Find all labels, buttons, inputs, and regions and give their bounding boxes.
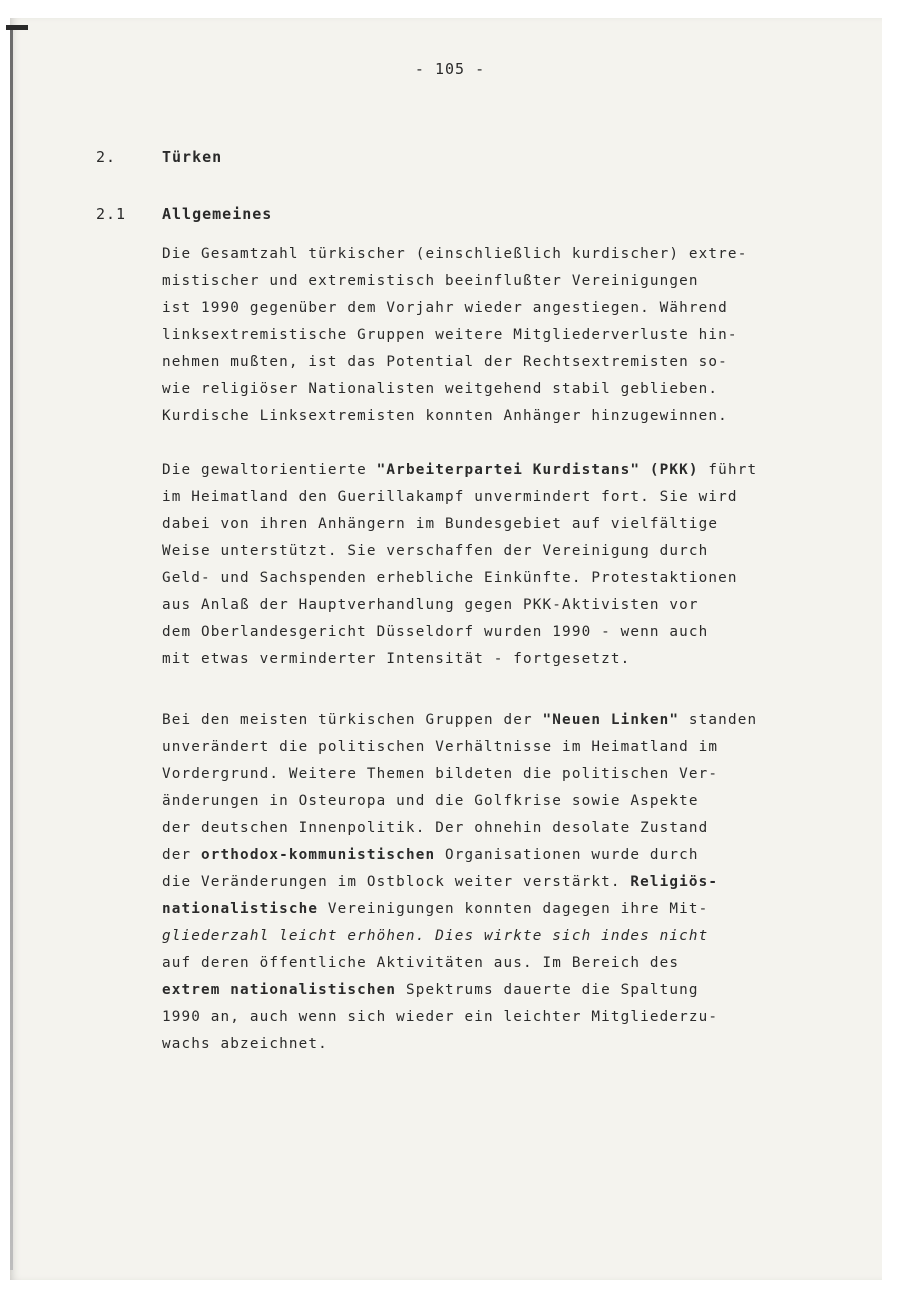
text-line — [162, 707, 862, 734]
text-line: mit etwas verminderter Intensität - fortgesetzt. — [162, 651, 631, 667]
text-line: im Heimatland den Guerillakampf unvermindert fort. Sie wird — [162, 489, 738, 505]
section-title: Türken — [162, 148, 223, 166]
paragraph-2 — [162, 457, 862, 673]
subsection-number: 2.1 — [96, 205, 127, 223]
text-line — [162, 977, 862, 1004]
text-line: nehmen mußten, ist das Potential der Rechtsextremisten so- — [162, 354, 728, 370]
text-line: wie religiöser Nationalisten weitgehend stabil geblieben. — [162, 381, 719, 397]
page-number: - 105 - — [414, 60, 486, 78]
text-line: dem Oberlandesgericht Düsseldorf wurden 1990 - wenn auch — [162, 624, 709, 640]
text-line: 1990 an, auch wenn sich wieder ein leichter Mitgliederzu- — [162, 1009, 719, 1025]
bold-term-orthodox: orthodox-kommunistischen — [201, 847, 436, 863]
bold-term-nationalistische: nationalistische — [162, 901, 319, 917]
text-run: der — [162, 847, 202, 863]
text-line: ist 1990 gegenüber dem Vorjahr wieder angestiegen. Während — [162, 300, 728, 316]
text-line: Kurdische Linksextremisten konnten Anhänger hinzugewinnen. — [162, 408, 728, 424]
text-line: aus Anlaß der Hauptverhandlung gegen PKK-Aktivisten vor — [162, 597, 699, 613]
subsection-title: Allgemeines — [162, 205, 273, 223]
scan-left-edge — [10, 30, 13, 1270]
section-number: 2. — [96, 148, 117, 166]
text-run: Bei den meisten türkischen Gruppen der — [162, 712, 543, 728]
text-line: Die Gesamtzahl türkischer (einschließlich kurdischer) extre- — [162, 246, 748, 262]
text-run: Die gewaltorientierte — [162, 462, 377, 478]
text-line: auf deren öffentliche Aktivitäten aus. Im Bereich des — [162, 955, 680, 971]
text-line — [162, 457, 862, 484]
paragraph-3 — [162, 707, 862, 1058]
text-line: der deutschen Innenpolitik. Der ohnehin desolate Zustand — [162, 820, 709, 836]
text-line: linksextremistische Gruppen weitere Mitgliederverluste hin- — [162, 327, 738, 343]
paragraph-1 — [162, 241, 862, 430]
text-line: wachs abzeichnet. — [162, 1036, 328, 1052]
text-line: unverändert die politischen Verhältnisse im Heimatland im — [162, 739, 719, 755]
text-line: gliederzahl leicht erhöhen. Dies wirkte sich indes nicht — [162, 928, 709, 944]
text-line — [162, 869, 862, 896]
text-run: führt — [698, 462, 758, 478]
text-run: Spektrums dauerte die Spaltung — [396, 982, 699, 998]
bold-term-religioes: Religiös- — [630, 874, 719, 890]
text-line: Vordergrund. Weitere Themen bildeten die politischen Ver- — [162, 766, 719, 782]
text-run: die Veränderungen im Ostblock weiter verstärkt. — [162, 874, 631, 890]
text-run: standen — [679, 712, 758, 728]
text-line: Geld- und Sachspenden erhebliche Einkünfte. Protestaktionen — [162, 570, 738, 586]
bold-term-neue-linke: "Neuen Linken" — [542, 712, 680, 728]
text-line: änderungen in Osteuropa und die Golfkrise sowie Aspekte — [162, 793, 699, 809]
text-run: Organisationen wurde durch — [435, 847, 699, 863]
text-line: dabei von ihren Anhängern im Bundesgebiet auf vielfältige — [162, 516, 719, 532]
bold-term-extrem: extrem nationalistischen — [162, 982, 397, 998]
text-line — [162, 842, 862, 869]
text-line: Weise unterstützt. Sie verschaffen der Vereinigung durch — [162, 543, 709, 559]
text-run: Vereinigungen konnten dagegen ihre Mit- — [318, 901, 709, 917]
text-line: mistischer und extremistisch beeinflußter Vereinigungen — [162, 273, 699, 289]
text-line — [162, 896, 862, 923]
bold-term-pkk: "Arbeiterpartei Kurdistans" (PKK) — [376, 462, 699, 478]
